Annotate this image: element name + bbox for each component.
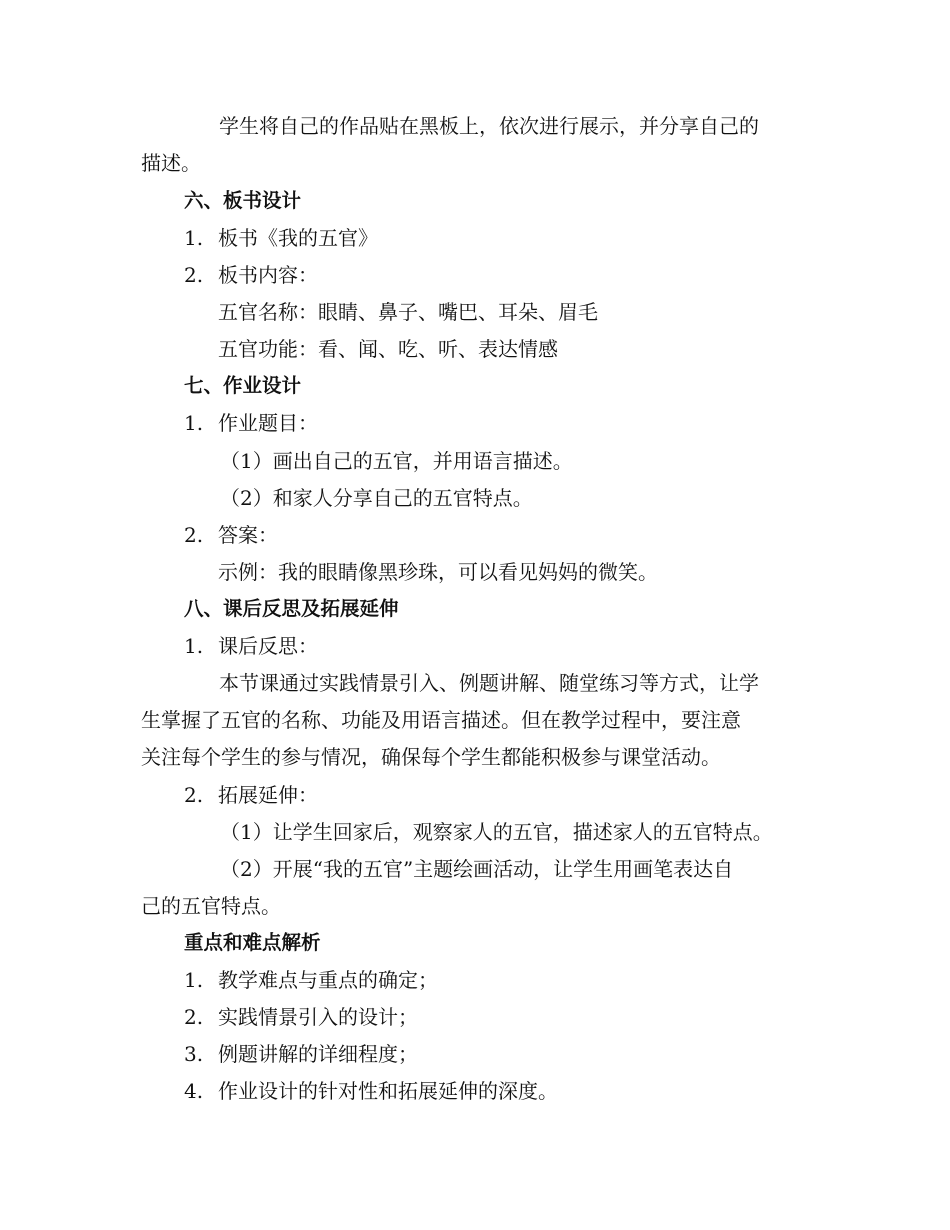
- list-item: [184, 522, 278, 548]
- reflection-line-2: 生掌握了五官的名称、功能及用语言描述。但在教学过程中，要注意: [141, 708, 741, 732]
- section-heading-8: 八、课后反思及拓展延伸: [184, 597, 399, 620]
- list-text: 教学难点与重点的确定；: [218, 968, 438, 992]
- intro-line-1: 学生将自己的作品贴在黑板上，依次进行展示，并分享自己的: [219, 114, 759, 138]
- reflection-line-1: 本节课通过实践情景引入、例题讲解、随堂练习等方式，让学: [219, 671, 759, 695]
- list-text: 答案：: [218, 523, 278, 547]
- list-number: 3.: [184, 1042, 204, 1066]
- section-heading-key-points: 重点和难点解析: [184, 931, 321, 954]
- list-number: 1.: [184, 226, 204, 250]
- homework-question-2: （2）和家人分享自己的五官特点。: [220, 486, 533, 510]
- list-number: 1.: [184, 634, 204, 658]
- list-item: [184, 410, 318, 436]
- list-text: 作业题目：: [218, 411, 318, 435]
- list-item: [184, 225, 378, 251]
- board-functions: 五官功能：看、闻、吃、听、表达情感: [218, 337, 558, 361]
- list-item: [184, 1004, 418, 1030]
- list-item: [184, 1078, 558, 1104]
- section-heading-6: 六、板书设计: [184, 189, 302, 212]
- extension-1: （1）让学生回家后，观察家人的五官，描述家人的五官特点。: [220, 820, 773, 844]
- list-number: 4.: [184, 1079, 204, 1103]
- reflection-line-3: 关注每个学生的参与情况，确保每个学生都能积极参与课堂活动。: [141, 745, 721, 769]
- list-text: 板书内容：: [218, 263, 318, 287]
- list-text: 例题讲解的详细程度；: [218, 1042, 418, 1066]
- list-number: 1.: [184, 411, 204, 435]
- list-item: [184, 262, 318, 288]
- list-item: [184, 1041, 418, 1067]
- list-item: [184, 633, 318, 659]
- extension-2-line-2: 己的五官特点。: [141, 894, 281, 918]
- list-text: 实践情景引入的设计；: [218, 1005, 418, 1029]
- list-item: [184, 782, 318, 808]
- extension-2-line-1: （2）开展“我的五官”主题绘画活动，让学生用画笔表达自: [220, 857, 734, 881]
- list-item: [184, 967, 438, 993]
- list-text: 课后反思：: [218, 634, 318, 658]
- board-names: 五官名称：眼睛、鼻子、嘴巴、耳朵、眉毛: [218, 300, 598, 324]
- list-number: 2.: [184, 1005, 204, 1029]
- list-text: 板书《我的五官》: [218, 226, 378, 250]
- homework-question-1: （1）画出自己的五官，并用语言描述。: [220, 449, 573, 473]
- list-number: 2.: [184, 783, 204, 807]
- list-number: 1.: [184, 968, 204, 992]
- homework-answer: 示例：我的眼睛像黑珍珠，可以看见妈妈的微笑。: [218, 560, 658, 584]
- list-text: 拓展延伸：: [218, 783, 318, 807]
- list-number: 2.: [184, 263, 204, 287]
- intro-line-2: 描述。: [141, 151, 201, 175]
- list-text: 作业设计的针对性和拓展延伸的深度。: [218, 1079, 558, 1103]
- list-number: 2.: [184, 523, 204, 547]
- section-heading-7: 七、作业设计: [184, 374, 302, 397]
